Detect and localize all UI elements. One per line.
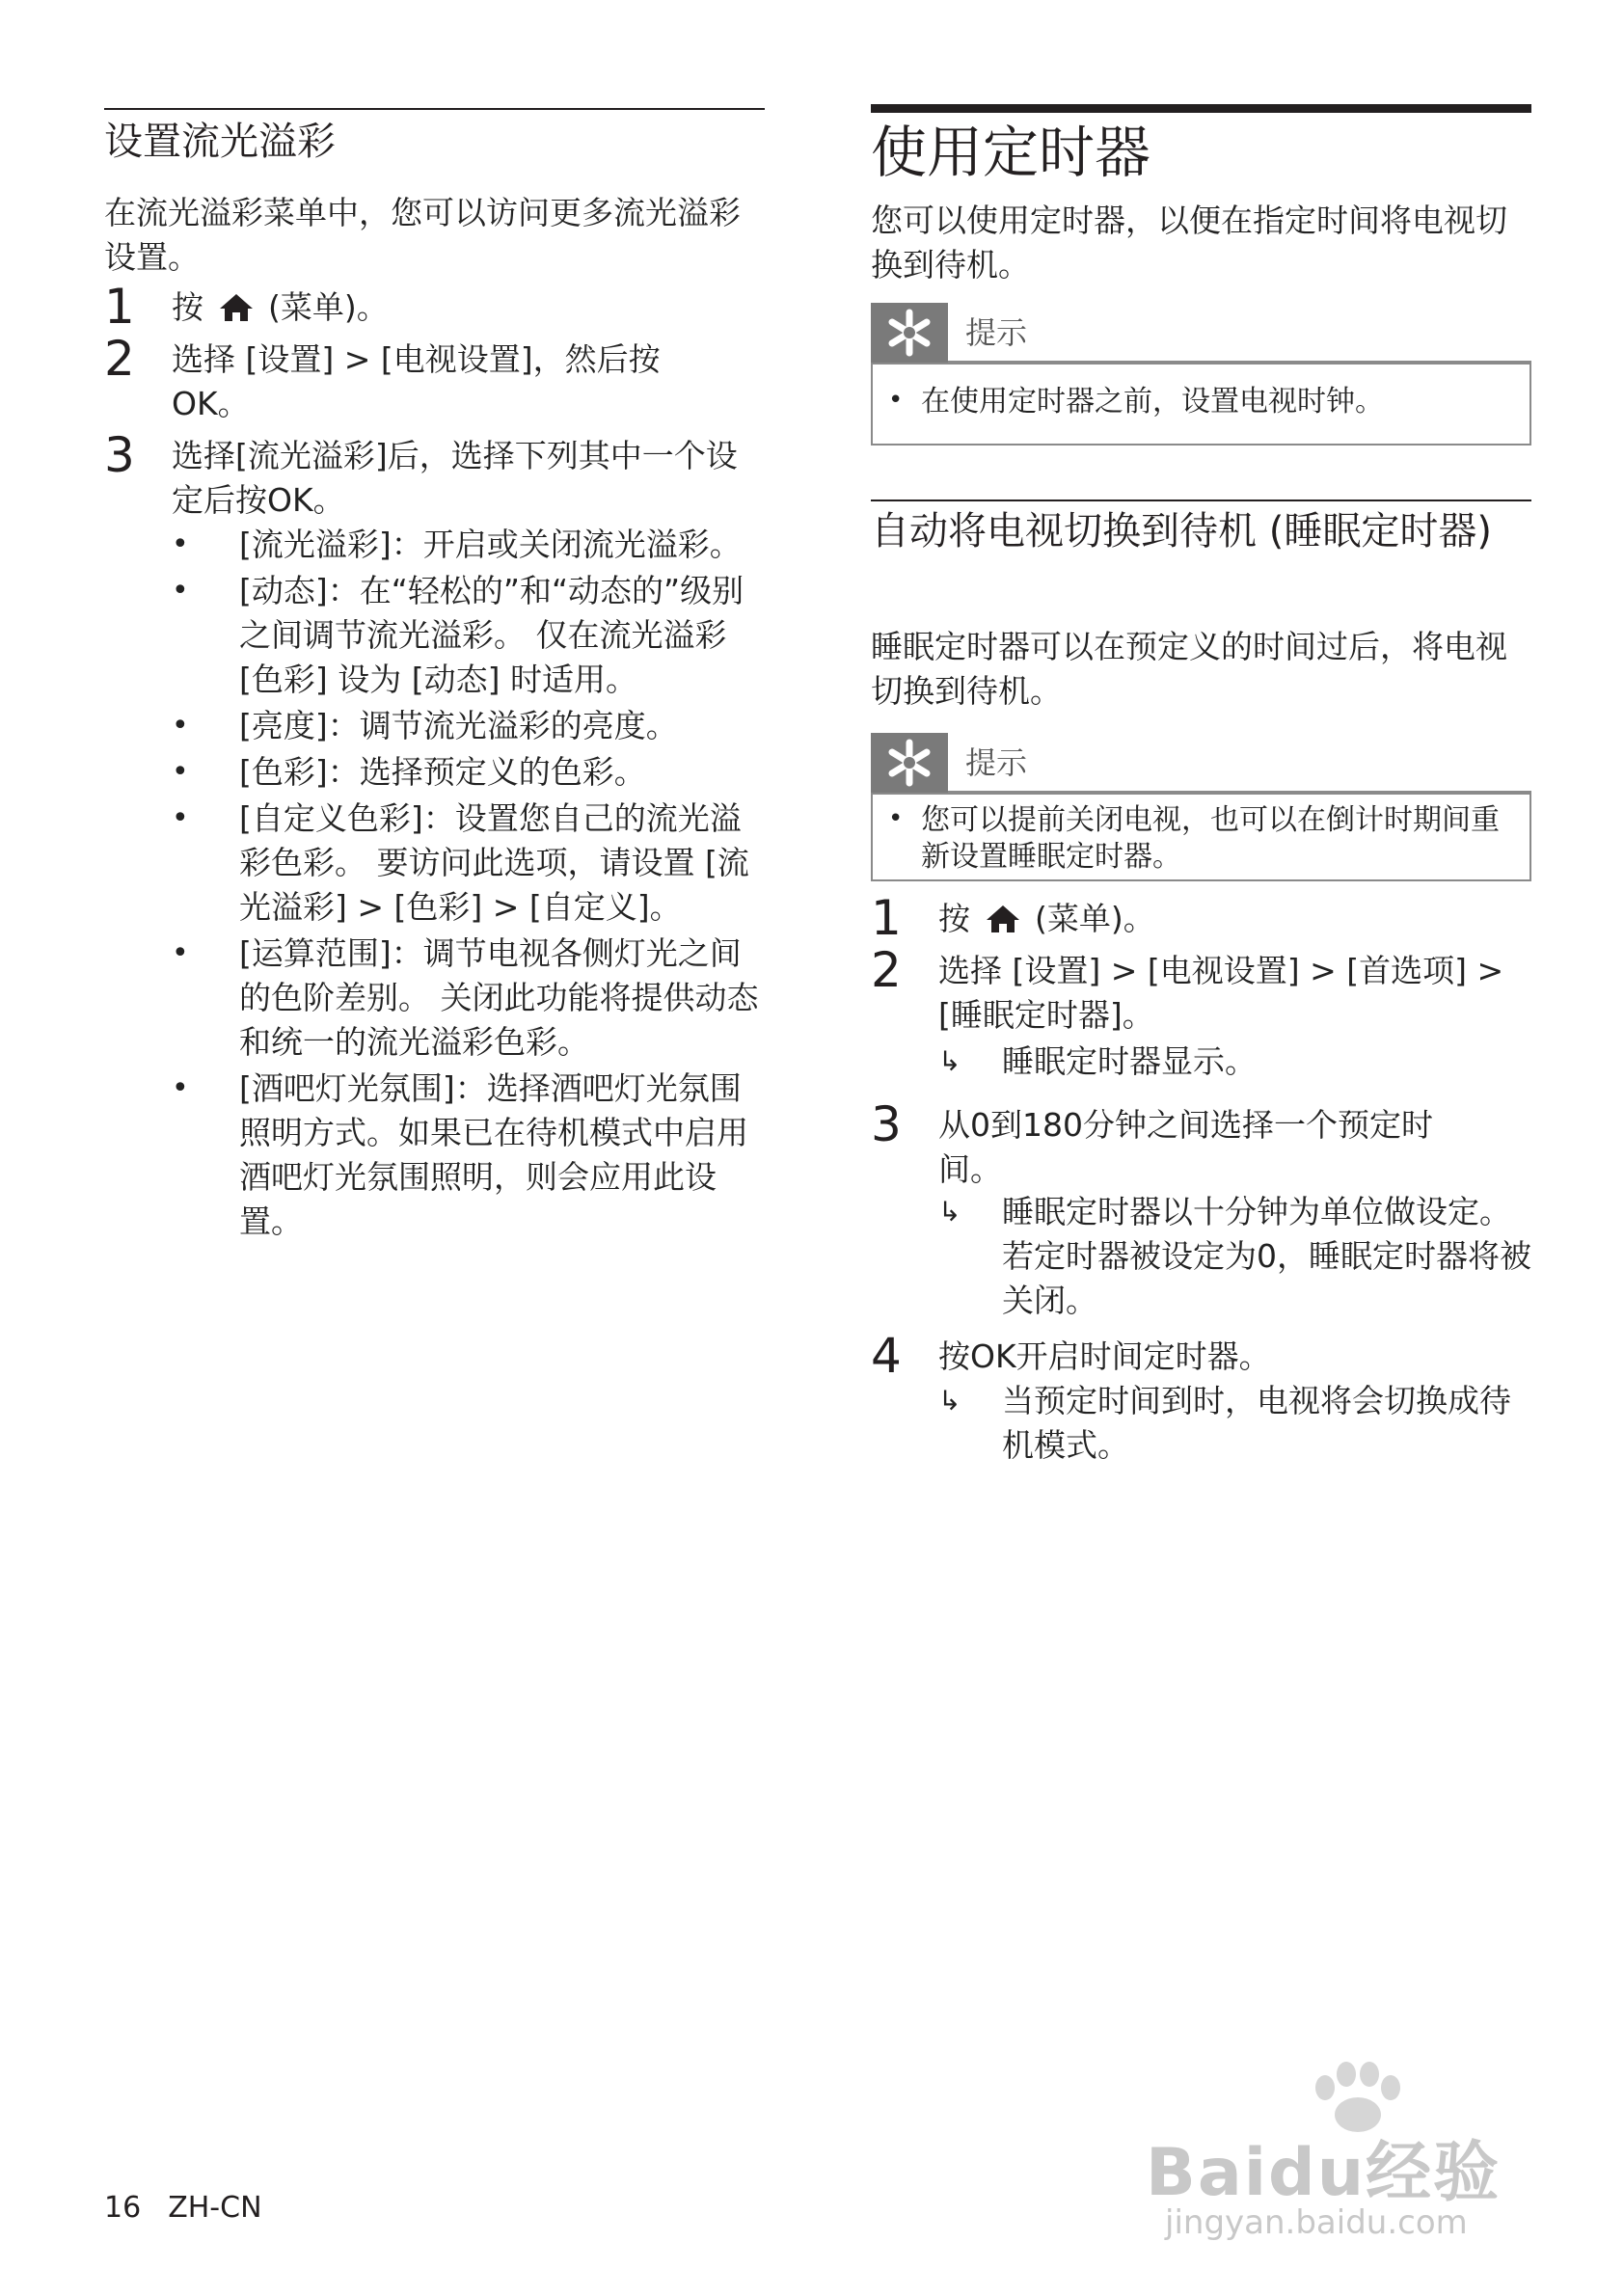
page-number: 16 xyxy=(104,2191,142,2225)
watermark-url: jingyan.baidu.com xyxy=(1165,2203,1468,2242)
asterisk-icon xyxy=(871,733,948,793)
step-number: 2 xyxy=(104,331,135,387)
arrow-icon: ↳ xyxy=(938,1196,961,1228)
list-item: • [动态]：在“轻松的”和“动态的”级别之间调节流光溢彩。 仅在流光溢彩 [色彩] 设为 [动态] 时适用。 xyxy=(172,572,744,698)
arrow-icon: ↳ xyxy=(938,1385,961,1417)
tip-text: 您可以提前关闭电视，也可以在倒计时期间重新设置睡眠定时器。 xyxy=(921,803,1500,874)
arrow-icon: ↳ xyxy=(938,1045,961,1077)
home-icon xyxy=(218,292,255,323)
list-item: • [色彩]：选择预定义的色彩。 xyxy=(172,753,646,791)
list-item: • [酒吧灯光氛围]：选择酒吧灯光氛围照明方式。如果已在待机模式中启用酒吧灯光氛围照明，则会应用此设置。 xyxy=(172,1069,748,1240)
section-title: 设置流光溢彩 xyxy=(104,120,336,164)
step-text: 从0到180分钟之间选择一个预定时间。 xyxy=(938,1106,1433,1188)
step-number: 3 xyxy=(104,427,135,483)
list-item: • [亮度]：调节流光溢彩的亮度。 xyxy=(172,707,678,744)
intro-text: 您可以使用定时器，以便在指定时间将电视切换到待机。 xyxy=(871,202,1507,284)
tip-text: 在使用定时器之前，设置电视时钟。 xyxy=(921,385,1384,419)
language-code: ZH-CN xyxy=(168,2191,262,2225)
step-text: 按 (菜单)。 xyxy=(172,288,389,326)
tip-content: • 您可以提前关闭电视，也可以在倒计时期间重新设置睡眠定时器。 xyxy=(871,793,1531,881)
tip-content: • 在使用定时器之前，设置电视时钟。 xyxy=(871,363,1531,446)
section-rule xyxy=(871,500,1531,501)
section-rule xyxy=(104,108,765,110)
list-item: • [流光溢彩]：开启或关闭流光溢彩。 xyxy=(172,526,742,563)
section-intro: 睡眠定时器可以在预定义的时间过后，将电视切换到待机。 xyxy=(871,628,1507,710)
watermark xyxy=(1146,2059,1531,2242)
intro-text: 在流光溢彩菜单中，您可以访问更多流光溢彩设置。 xyxy=(104,194,741,276)
step-number: 1 xyxy=(104,279,135,335)
step-number: 2 xyxy=(871,942,902,998)
tip-label: 提示 xyxy=(965,314,1028,351)
step-number: 4 xyxy=(871,1328,902,1384)
option-list xyxy=(172,523,765,1246)
page-footer xyxy=(104,2189,289,2228)
page-title: 使用定时器 xyxy=(871,120,1151,185)
watermark-brand: Baidu经验 xyxy=(1146,2135,1502,2211)
home-icon xyxy=(985,904,1021,934)
tip-box-icon xyxy=(871,303,948,363)
section-title: 自动将电视切换到待机 (睡眠定时器) xyxy=(871,509,1492,554)
list-item: • [运算范围]：调节电视各侧灯光之间的色阶差别。 关闭此功能将提供动态和统一的流光溢彩色彩。 xyxy=(172,934,759,1061)
step-text: 按 (菜单)。 xyxy=(938,900,1155,937)
tip-box-icon xyxy=(871,733,948,793)
list-item: • [自定义色彩]：设置您自己的流光溢彩色彩。 要访问此选项，请设置 [流光溢彩] > [色彩] > [自定义]。 xyxy=(172,799,749,926)
step-text: 选择 [设置] > [电视设置] > [首选项] > [睡眠定时器]。 xyxy=(938,952,1504,1034)
asterisk-icon xyxy=(871,303,948,363)
step-text: 选择 [设置] > [电视设置]，然后按 OK。 xyxy=(172,340,661,422)
step-number: 1 xyxy=(871,890,902,946)
step-text: 按OK开启时间定时器。 xyxy=(938,1337,1271,1375)
step-text: 选择[流光溢彩]后，选择下列其中一个设定后按OK。 xyxy=(172,437,738,519)
tip-header xyxy=(871,733,1531,793)
step-number: 3 xyxy=(871,1096,902,1152)
tip-label: 提示 xyxy=(965,744,1028,781)
tip-header xyxy=(871,303,1531,363)
chapter-rule xyxy=(871,104,1531,113)
